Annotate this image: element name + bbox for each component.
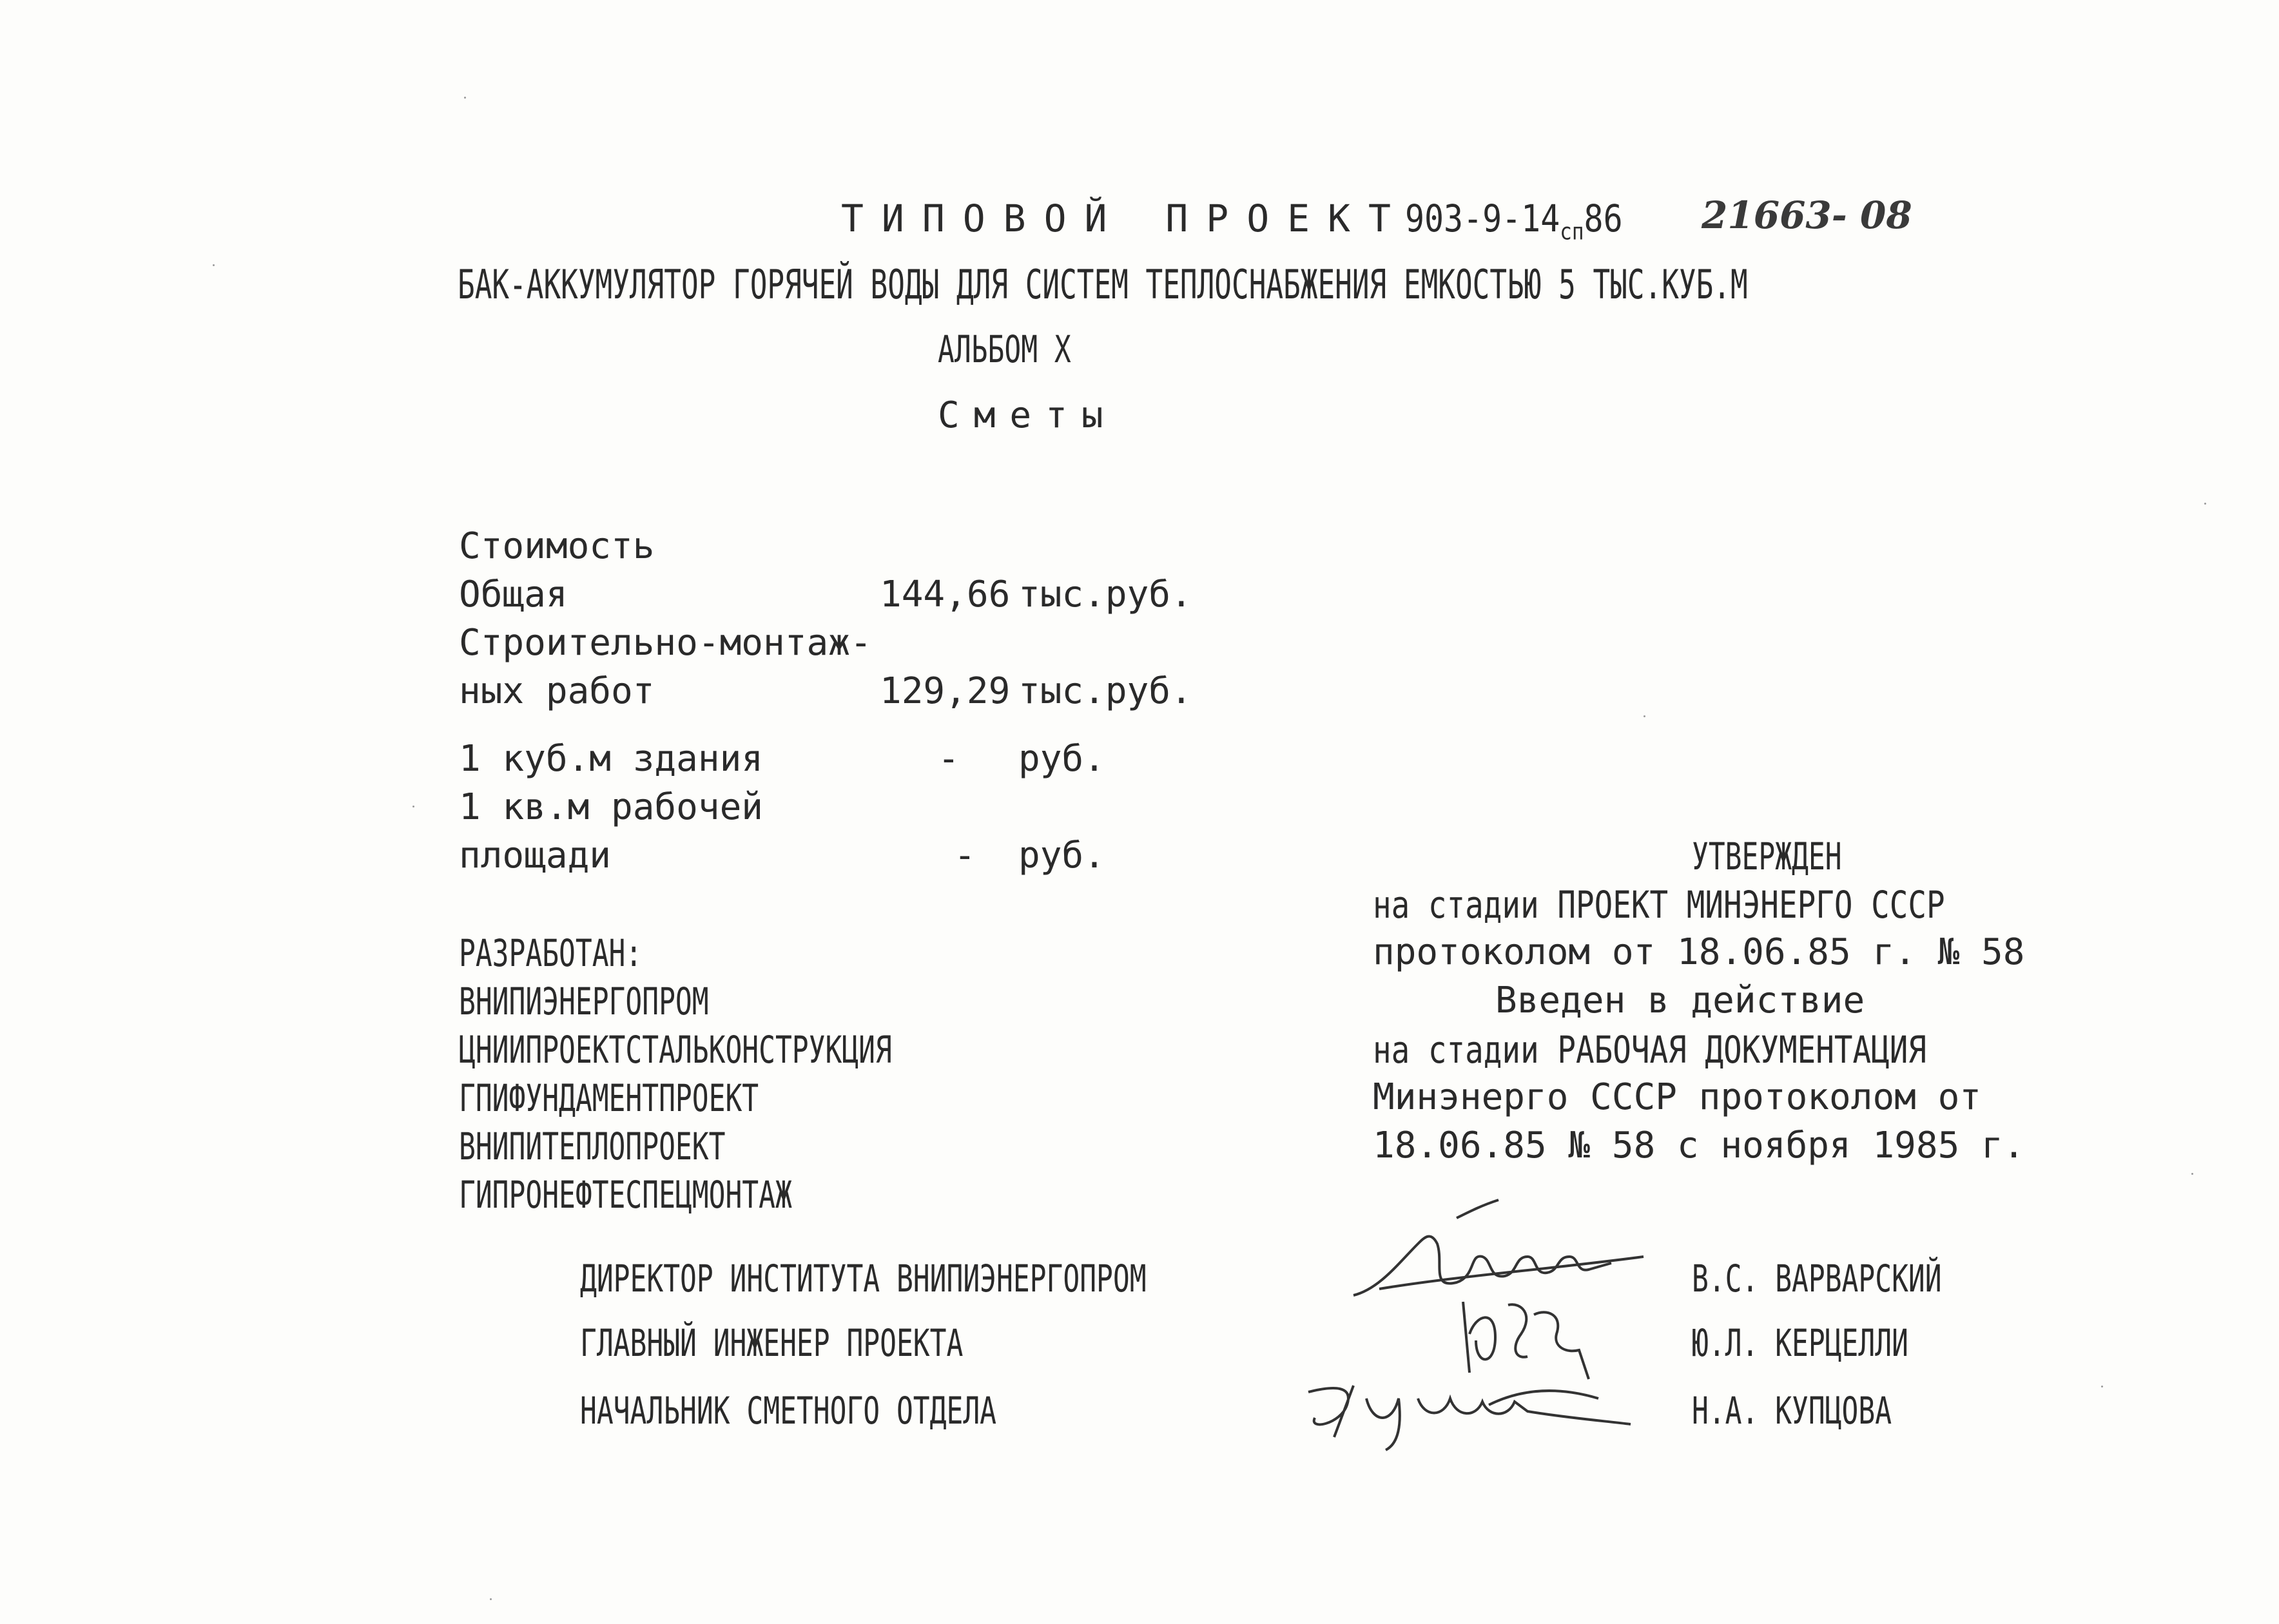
approval-line: протоколом от 18.06.85 г. № 58	[1373, 931, 2025, 973]
developer-org: ГИПРОНЕФТЕСПЕЦМОНТАЖ	[459, 1173, 792, 1217]
signature-kuptsova	[1295, 1360, 1644, 1456]
signatory-name: В.С. ВАРВАРСКИЙ	[1692, 1257, 1942, 1300]
project-number	[1405, 197, 1658, 246]
approval-line: на стадии РАБОЧАЯ ДОКУМЕНТАЦИЯ	[1373, 1028, 1927, 1072]
cost-row-value: -	[938, 738, 960, 780]
cost-heading: Стоимость	[459, 525, 655, 567]
section-title: Сметы	[938, 394, 1118, 436]
cost-row-unit: руб.	[1018, 835, 1105, 876]
cost-row-unit: руб.	[1018, 738, 1105, 780]
handwritten-code: 21663- 08	[1702, 193, 1912, 237]
signatory-position: ДИРЕКТОР ИНСТИТУТА ВНИПИЭНЕРГОПРОМ	[580, 1257, 1147, 1300]
cost-row-label: 1 куб.м здания	[459, 738, 764, 780]
project-number-main: 903-9-14	[1405, 197, 1560, 240]
approval-line: на стадии ПРОЕКТ МИНЭНЕРГО СССР	[1373, 883, 1945, 927]
cost-row-label: Строительно-монтаж-	[459, 622, 872, 664]
developed-heading: РАЗРАБОТАН:	[459, 931, 643, 975]
cost-row-label: ных работ	[459, 670, 655, 712]
signatory-position: ГЛАВНЫЙ ИНЖЕНЕР ПРОЕКТА	[580, 1321, 964, 1365]
signatory-name: Н.А. КУПЦОВА	[1692, 1389, 1892, 1433]
approval-line: Введен в действие	[1495, 980, 1865, 1021]
approval-line: Минэнерго СССР протоколом от	[1373, 1076, 1982, 1118]
approval-line: УТВЕРЖДЕН	[1692, 835, 1842, 878]
album-label: АЛЬБОМ Х	[938, 327, 1071, 371]
document-title: БАК-АККУМУЛЯТОР ГОРЯЧЕЙ ВОДЫ ДЛЯ СИСТЕМ ТЕПЛОСНАБЖЕНИЯ ЕМКОСТЬЮ 5 ТЫС.КУБ.М	[458, 261, 1748, 308]
project-type-label: ТИПОВОЙ ПРОЕКТ	[841, 197, 1409, 240]
cost-row-label: Общая	[459, 574, 568, 615]
developer-org: ГПИФУНДАМЕНТПРОЕКТ	[459, 1076, 759, 1120]
developer-org: ЦНИИПРОЕКТСТАЛЬКОНСТРУКЦИЯ	[459, 1028, 892, 1072]
project-number-year: 86	[1584, 197, 1623, 240]
approval-line: 18.06.85 № 58 с ноября 1985 г.	[1373, 1125, 2025, 1166]
cost-row-unit: тыс.руб.	[1018, 670, 1192, 712]
cost-row-label: 1 кв.м рабочей	[459, 786, 764, 828]
cost-row-label: площади	[459, 835, 612, 876]
cost-row-value: 144,66	[880, 574, 1011, 615]
cost-row-value: -	[954, 835, 976, 876]
project-number-sub: сп	[1560, 218, 1584, 246]
cost-row-unit: тыс.руб.	[1018, 574, 1192, 615]
cost-row-value: 129,29	[880, 670, 1011, 712]
signatory-position: НАЧАЛЬНИК СМЕТНОГО ОТДЕЛА	[580, 1389, 997, 1433]
developer-org: ВНИПИЭНЕРГОПРОМ	[459, 980, 709, 1023]
signatory-name: Ю.Л. КЕРЦЕЛЛИ	[1692, 1321, 1908, 1365]
developer-org: ВНИПИТЕПЛОПРОЕКТ	[459, 1125, 726, 1168]
